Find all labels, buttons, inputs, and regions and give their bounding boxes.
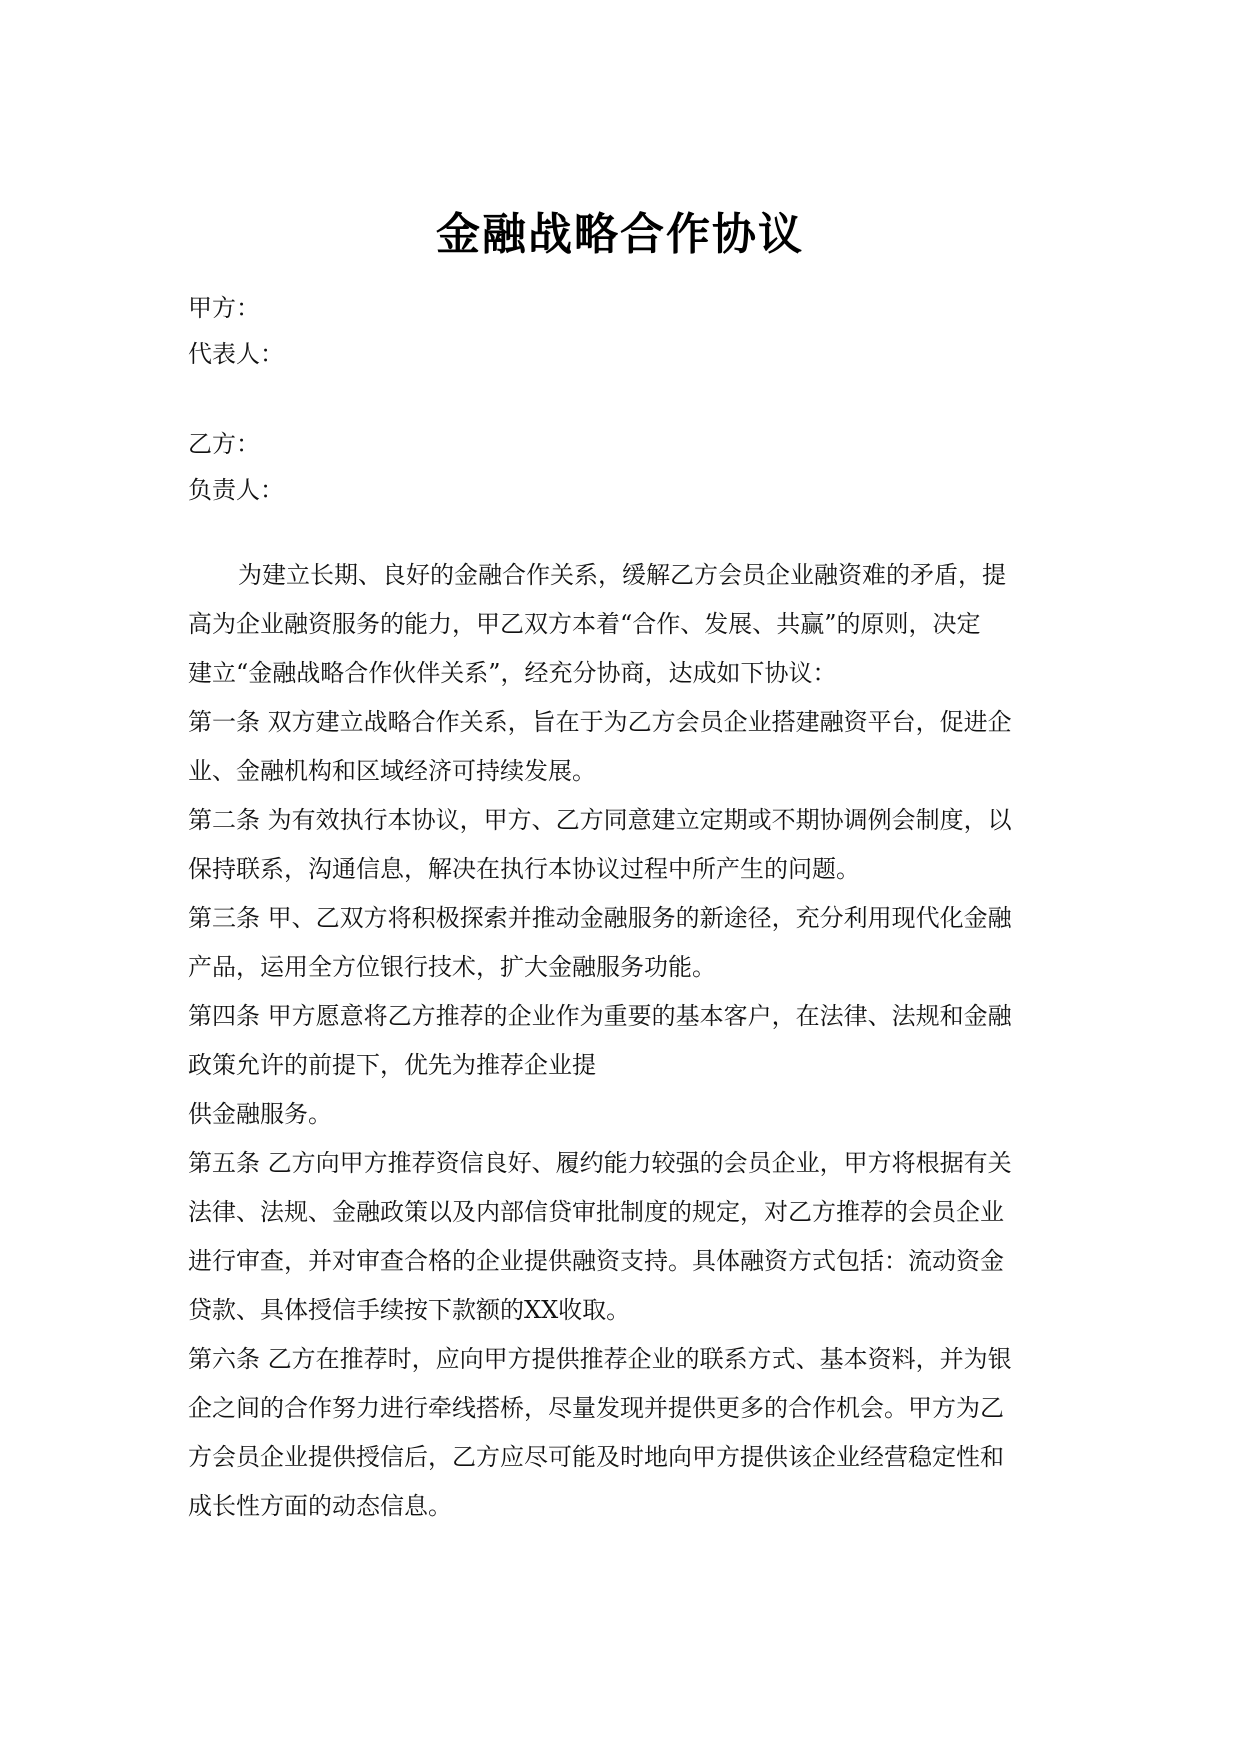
article-4-line: 政策允许的前提下，优先为推荐企业提 xyxy=(188,1051,596,1079)
body-line: 建立“金融战略合作伙伴关系”，经充分协商，达成如下协议： xyxy=(188,659,837,687)
body-line: 为建立长期、良好的金融合作关系，缓解乙方会员企业融资难的矛盾，提 xyxy=(238,561,1006,589)
article-1-line: 业、金融机构和区域经济可持续发展。 xyxy=(188,757,596,785)
party-b-label: 乙方： xyxy=(188,430,260,458)
article-5-line: 法律、法规、金融政策以及内部信贷审批制度的规定，对乙方推荐的会员企业 xyxy=(188,1198,1004,1226)
article-3-line: 产品，运用全方位银行技术，扩大金融服务功能。 xyxy=(188,953,716,981)
article-6-line: 方会员企业提供授信后，乙方应尽可能及时地向甲方提供该企业经营稳定性和 xyxy=(188,1443,1004,1471)
article-5-line: 进行审查，并对审查合格的企业提供融资支持。具体融资方式包括：流动资金 xyxy=(188,1247,1004,1275)
article-4-line: 供金融服务。 xyxy=(188,1100,332,1128)
party-a-label: 甲方： xyxy=(188,294,260,322)
article-2-line: 保持联系，沟通信息，解决在执行本协议过程中所产生的问题。 xyxy=(188,855,860,883)
party-a-representative-label: 代表人： xyxy=(188,340,284,368)
article-6-line: 第六条 乙方在推荐时，应向甲方提供推荐企业的联系方式、基本资料，并为银 xyxy=(188,1345,1012,1373)
article-6-line: 成长性方面的动态信息。 xyxy=(188,1492,452,1520)
body-line: 高为企业融资服务的能力，甲乙双方本着“合作、发展、共赢”的原则，决定 xyxy=(188,610,981,638)
article-4-line: 第四条 甲方愿意将乙方推荐的企业作为重要的基本客户，在法律、法规和金融 xyxy=(188,1002,1012,1030)
article-5-line: 第五条 乙方向甲方推荐资信良好、履约能力较强的会员企业，甲方将根据有关 xyxy=(188,1149,1012,1177)
article-2-line: 第二条 为有效执行本协议，甲方、乙方同意建立定期或不期协调例会制度，以 xyxy=(188,806,1012,834)
party-b-representative-label: 负责人： xyxy=(188,476,284,504)
article-5-line: 贷款、具体授信手续按下款额的XX收取。 xyxy=(188,1296,631,1324)
article-1-line: 第一条 双方建立战略合作关系，旨在于为乙方会员企业搭建融资平台，促进企 xyxy=(188,708,1012,736)
document-title: 金融战略合作协议 xyxy=(436,209,804,260)
article-6-line: 企之间的合作努力进行牵线搭桥，尽量发现并提供更多的合作机会。甲方为乙 xyxy=(188,1394,1004,1422)
article-3-line: 第三条 甲、乙双方将积极探索并推动金融服务的新途径，充分利用现代化金融 xyxy=(188,904,1012,932)
